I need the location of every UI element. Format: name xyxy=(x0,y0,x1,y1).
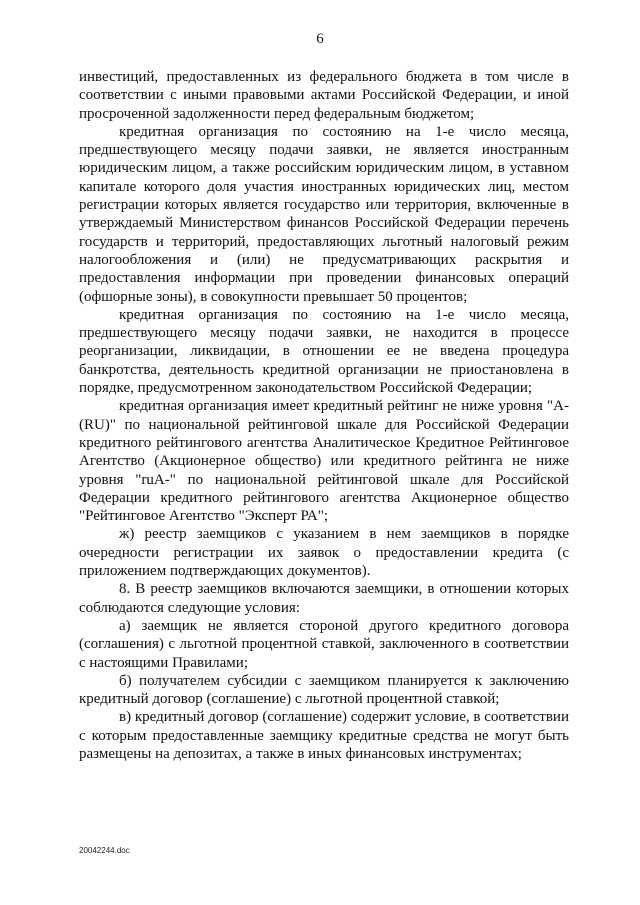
paragraph-condition-b: б) получателем субсидии с заемщиком планируется к заключению кредитный договор (соглашение) с льготной процентной ставкой; xyxy=(79,672,569,708)
paragraph-borrower-registry: ж) реестр заемщиков с указанием в нем заемщиков в порядке очередности регистрации их заявок о предоставлении кредита (с приложением подтверждающих документов). xyxy=(79,526,569,580)
paragraph-condition-a: а) заемщик не является стороной другого кредитного договора (соглашения) с льготной процентной ставкой, заключенного в соответствии с настоящими Правилами; xyxy=(79,617,569,671)
document-body xyxy=(79,68,569,763)
paragraph-continuation: инвестиций, предоставленных из федерального бюджета в том числе в соответствии с иными правовыми актами Российской Федерации, и иной просроченной задолженности перед федеральным бюджетом; xyxy=(79,69,569,122)
paragraph-foreign-ownership: кредитная организация по состоянию на 1-е число месяца, предшествующего месяцу подачи заявки, не является иностранным юридическим лицом, а также российским юридическим лицом, в уставном капитале которого доля участия иностранных юридических лиц, местом регистрации которых является государство или территория, включенные в утверждаемый Министерством финансов Российской Федерации перечень государств и территорий, предоставляющих льготный налоговый режим налогообложения и (или) не предусматривающих раскрытия и предоставления информации при проведении финансовых операций (офшорные зоны), в совокупности превышает 50 процентов; xyxy=(79,123,569,305)
document-filename: 20042244.doc xyxy=(79,846,130,855)
paragraph-clause-8: 8. В реестр заемщиков включаются заемщики, в отношении которых соблюдаются следующие условия: xyxy=(79,581,569,616)
paragraph-credit-rating: кредитная организация имеет кредитный рейтинг не ниже уровня "A-(RU)" по национальной рейтинговой шкале для Российской Федерации кредитного рейтингового агентства Аналитическое Кредитное Рейтинговое Агентство (Акционерное общество) или кредитного рейтинга не ниже уровня "ruA-" по национальной рейтинговой шкале для Российской Федерации кредитного рейтингового агентства Акционерное общество "Рейтинговое Агентство "Эксперт РА"; xyxy=(79,398,569,525)
paragraph-reorganization: кредитная организация по состоянию на 1-е число месяца, предшествующего месяцу подачи заявки, не находится в процессе реорганизации, ликвидации, в отношении ее не введена процедура банкротства, деятельность кредитной организации не приостановлена в порядке, предусмотренном законодательством Российской Федерации; xyxy=(79,306,569,397)
page-number: 6 xyxy=(316,31,324,47)
paragraph-condition-v: в) кредитный договор (соглашение) содержит условие, в соответствии с которым предоставленные заемщику кредитные средства не могут быть размещены на депозитах, а также в иных финансовых инструментах; xyxy=(79,709,569,762)
